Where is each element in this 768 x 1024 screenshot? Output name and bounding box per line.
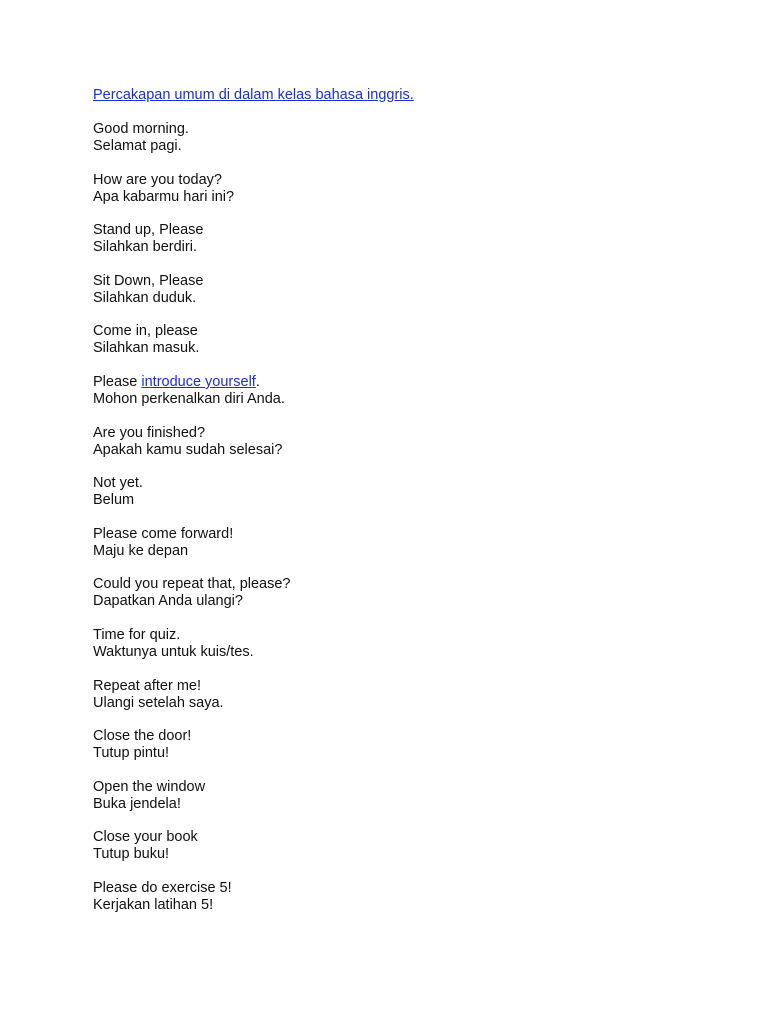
english-phrase: Could you repeat that, please? (93, 576, 291, 593)
phrase-pair (93, 829, 693, 880)
indonesian-translation: Dapatkan Anda ulangi? (93, 593, 243, 610)
english-phrase: Good morning. (93, 121, 189, 137)
english-phrase: How are you today? (93, 171, 222, 188)
english-phrase: Close your book (93, 829, 198, 846)
phrase-pair (93, 576, 693, 627)
indonesian-translation: Tutup buku! (93, 846, 170, 863)
english-phrase-suffix: . (255, 373, 260, 390)
phrase-pair (93, 374, 693, 425)
phrase-pair (93, 121, 693, 172)
english-phrase: Close the door! (93, 728, 192, 745)
indonesian-translation: Selamat pagi. (93, 138, 182, 154)
english-phrase: Come in, please (93, 323, 198, 340)
indonesian-translation: Waktunya untuk kuis/tes. (93, 643, 254, 660)
indonesian-translation: Apa kabarmu hari ini? (93, 188, 235, 205)
indonesian-translation: Silahkan masuk. (93, 340, 200, 357)
english-phrase: Please come forward! (93, 525, 234, 542)
phrase-pair (93, 678, 693, 729)
title-link[interactable]: Percakapan umum di dalam kelas bahasa inggris. (93, 87, 414, 103)
phrase-pair (93, 475, 693, 526)
phrase-pair (93, 728, 693, 779)
indonesian-translation: Tutup pintu! (93, 745, 170, 762)
english-phrase: Please do exercise 5! (93, 879, 232, 896)
phrase-pair (93, 779, 693, 830)
indonesian-translation: Silahkan berdiri. (93, 239, 197, 256)
indonesian-translation: Ulangi setelah saya. (93, 694, 224, 711)
indonesian-translation: Buka jendela! (93, 795, 181, 812)
phrase-pair (93, 425, 693, 476)
english-phrase: Open the window (93, 778, 206, 795)
phrase-list (93, 121, 693, 931)
phrase-pair (93, 222, 693, 273)
indonesian-translation: Belum (93, 492, 135, 509)
phrase-pair (93, 526, 693, 577)
english-phrase: Sit Down, Please (93, 272, 204, 289)
indonesian-translation: Kerjakan latihan 5! (93, 896, 214, 913)
introduce-yourself-link[interactable]: introduce yourself (141, 373, 256, 390)
english-phrase: Are you finished? (93, 424, 206, 441)
english-phrase: Not yet. (93, 475, 143, 492)
phrase-pair (93, 273, 693, 324)
indonesian-translation: Mohon perkenalkan diri Anda. (93, 390, 285, 407)
english-phrase: Time for quiz. (93, 626, 181, 643)
document-title (93, 87, 414, 104)
phrase-pair (93, 880, 693, 931)
indonesian-translation: Maju ke depan (93, 542, 189, 559)
indonesian-translation: Apakah kamu sudah selesai? (93, 441, 283, 458)
english-phrase: Stand up, Please (93, 222, 204, 239)
english-phrase: Repeat after me! (93, 677, 201, 694)
phrase-pair (93, 627, 693, 678)
english-phrase-prefix: Please (93, 373, 142, 390)
english-phrase (93, 374, 693, 391)
phrase-pair (93, 323, 693, 374)
indonesian-translation: Silahkan duduk. (93, 289, 197, 306)
phrase-pair (93, 172, 693, 223)
